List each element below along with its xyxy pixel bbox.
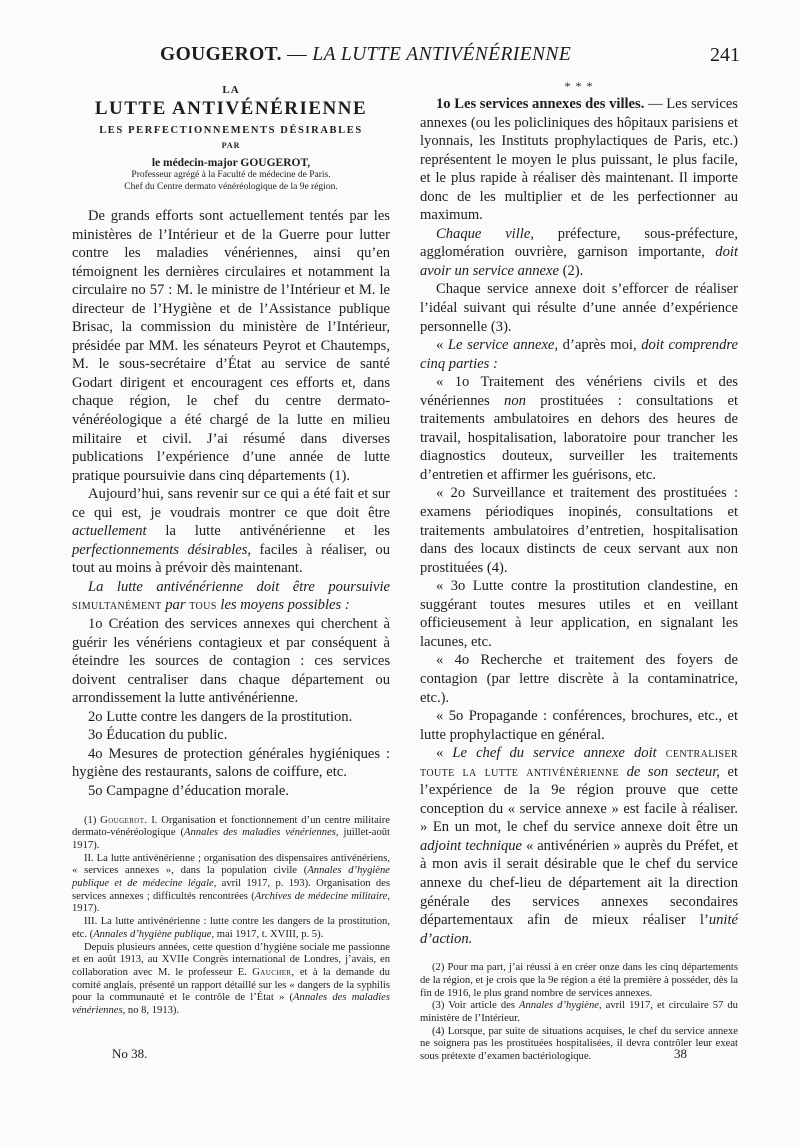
body-paragraph: De grands efforts sont actuellement tentés par les ministères de l’Intérieur et de la Guerre pour lutter contre les maladies vénériennes, ainsi qu’en témoignent les dernières circulaires et notamment la circulaire no 57 : M. le ministre de l’Intérieur et M. le directeur de l’Hygiène et de l’Assistance publique Brisac, la commission du ministère de l’Intérieur, présidée par MM. les sénateurs Peyrot et Chautemps, M. le sous-secrétaire d’État au service de santé Godart dirigent et encouragent ces efforts et, dans chaque région, le chef du centre dermato-vénéréologique a été chargé de la lutte en milieu militaire et civil. J’ai résumé dans diverses publications l’expérience d’une année de lutte pratique poursuivie dans cinq départements (1). (72, 208, 390, 484)
footnote: (1) Gougerot. I. Organisation et fonctionnement d’un centre militaire dermato-vénéréologique (Annales des maladies vénériennes, juillet-août 1917). (72, 814, 390, 851)
list-item: 5o Campagne d’éducation morale. (88, 782, 289, 799)
footnote: III. La lutte antivénérienne : lutte contre les dangers de la prostitution, etc. (Annales d’hygiène publique, mai 1917, t. XVIII, p. 5). (72, 916, 390, 940)
header-title: LA LUTTE ANTIVÉNÉRIENNE (312, 44, 572, 65)
header-dash: — (287, 44, 308, 65)
sheet-signature: 38 (674, 1046, 687, 1061)
list-item: 1o Création des services annexes qui cherchent à guérir les vénériens contagieux et par conséquent à éteindre les sources de contagion : ces services doivent centraliser dans chaque département ou arrondissement la lutte antivénérienne. (72, 616, 390, 707)
quote-item: « 4o Recherche et traitement des foyers de contagion (par lettre discrète à la contaminatrice, etc.). (420, 652, 738, 706)
left-column (72, 84, 390, 1018)
article-label: LA (222, 84, 240, 96)
article-author: le médecin-major GOUGEROT, (151, 157, 311, 169)
list-item: 3o Éducation du public. (88, 727, 228, 744)
footnote: (3) Voir article des Annales d’hygiène, avril 1917, et circulaire 57 du ministère de l’Intérieur. (420, 1000, 738, 1024)
footnotes-left (72, 815, 390, 1018)
author-affiliation: Professeur agrégé à la Faculté de médecine de Paris. (131, 170, 331, 180)
section-heading: 1o Les services annexes des villes. (436, 96, 645, 112)
quote-item: « 3o Lutte contre la prostitution clandestine, en suggérant toutes mesures utiles et en veillant officieusement à leur application, en signalant les lacunes, etc. (420, 578, 738, 650)
article-title: LUTTE ANTIVÉNÉRIENNE (94, 98, 368, 119)
quote-item: « 5o Propagande : conférences, brochures, etc., et lutte prophylactique en général. (420, 708, 738, 743)
quote-item: « 2o Surveillance et traitement des prostituées : examens périodiques inopinés, consultations et traitements ambulatoires d’entretien, hospitalisation dans des locaux distincts de ceux servant aux non prostituées (4). (420, 485, 738, 576)
footnotes-right (420, 962, 738, 1064)
quote-paragraph: « Le chef du service annexe doit centraliser toute la lutte antivénérienne de son secteur, et l’expérience de la 9e région prouve que cette conception du « service annexe » est facile à réaliser. » En un mot, le chef du service annexe doit être un adjoint technique « antivénérien » auprès du Préfet, et à mon avis il serait désirable que le chef du service annexe du chef-lieu de département ait la direction générale des services annexes secondaires départementaux afin de mieux réaliser l’unité d’action. (420, 745, 739, 947)
header-author: GOUGEROT. (160, 44, 282, 65)
list-item: 4o Mesures de protection générales hygiéniques : hygiène des restaurants, salons de coiffure, etc. (72, 745, 390, 781)
body-paragraph: Aujourd’hui, sans revenir sur ce qui a été fait et sur ce qui est, je voudrais montrer ce que doit être actuellement la lutte antivénérienne et les perfectionnements désirables, faciles à réaliser, ou tout au moins à prévoir dès maintenant. (72, 486, 391, 577)
issue-signature: No 38. (112, 1046, 148, 1061)
footnote: (4) Lorsque, par suite de situations acquises, le chef du service annexe ne soignera pas les prostituées hospitalisées, il devra contrôler leur exeat sous prétexte d’examen bactériologique. (420, 1025, 738, 1063)
right-column (420, 79, 739, 1064)
running-header (160, 44, 571, 66)
footnote: Depuis plusieurs années, cette question d’hygiène sociale me passionne et en août 1913, au XVIIe Congrès international de Londres, j’avais, en collaboration avec M. le professeur E. Gaucher, et à la demande du comité anglais, présenté un rapport détaillé sur les « dangers de la syphilis pour la communauté et le contrôle de l’État » (Annales des maladies vénériennes, no 8, 1913). (72, 941, 390, 1017)
body-paragraph: 1o Les services annexes des villes. — Les services annexes (ou les policliniques des hôpitaux parisiens et lyonnais, les Instituts prophylactiques de Paris, etc.) représentent le moyen le plus puissant, le plus facile, et le plus rapide à réaliser dès maintenant. Il importe donc de les multiplier et de les perfectionner au maximum. (420, 96, 738, 224)
body-paragraph: Chaque service annexe doit s’efforcer de réaliser l’idéal suivant qui résulte d’une année d’expérience personnelle (3). (420, 281, 738, 335)
author-affiliation: Chef du Centre dermato vénéréologique de la 9e région. (124, 181, 338, 192)
section-separator: * * * (564, 79, 594, 93)
body-paragraph: La lutte antivénérienne doit être poursuivie simultanément par tous les moyens possibles : (72, 578, 390, 614)
body-paragraph: Chaque ville, préfecture, sous-préfecture, agglomération ouvrière, garnison importante, doit avoir un service annexe (2). (420, 225, 738, 279)
quote-paragraph: « Le service annexe, d’après moi, doit comprendre cinq parties : (420, 337, 738, 372)
footnote: (2) Pour ma part, j’ai réussi à en créer onze dans les cinq départements de la région, et je crois que la 9e région a été la première à posséder, dès la fin de 1916, le plus grand nombre de services annexes. (420, 962, 738, 999)
list-item: 2o Lutte contre les dangers de la prostitution. (88, 708, 353, 725)
article-heading (72, 84, 390, 193)
quote-item: « 1o Traitement des vénériens civils et des vénériennes non prostituées : consultations et traitements ambulatoires en dehors des heures de travail, hospitalisation, laboratoire pour trancher les diagnostics douteux, surveiller les traitements d’entretien et affirmer les guérisons, etc. (420, 374, 738, 483)
article-subtitle: LES PERFECTIONNEMENTS DÉSIRABLES (99, 125, 363, 136)
article-by: PAR (221, 141, 241, 150)
footnote: II. La lutte antivénérienne ; organisation des dispensaires antivénériens, « services annexes », dans la population civile (Annales d’hygiène publique et de médecine légale, avril 1917, p. 193). Organisation des services annexes ; difficultés rencontrées (Archives de médecine militaire, 1917). (72, 852, 391, 915)
page-number: 241 (710, 44, 740, 66)
